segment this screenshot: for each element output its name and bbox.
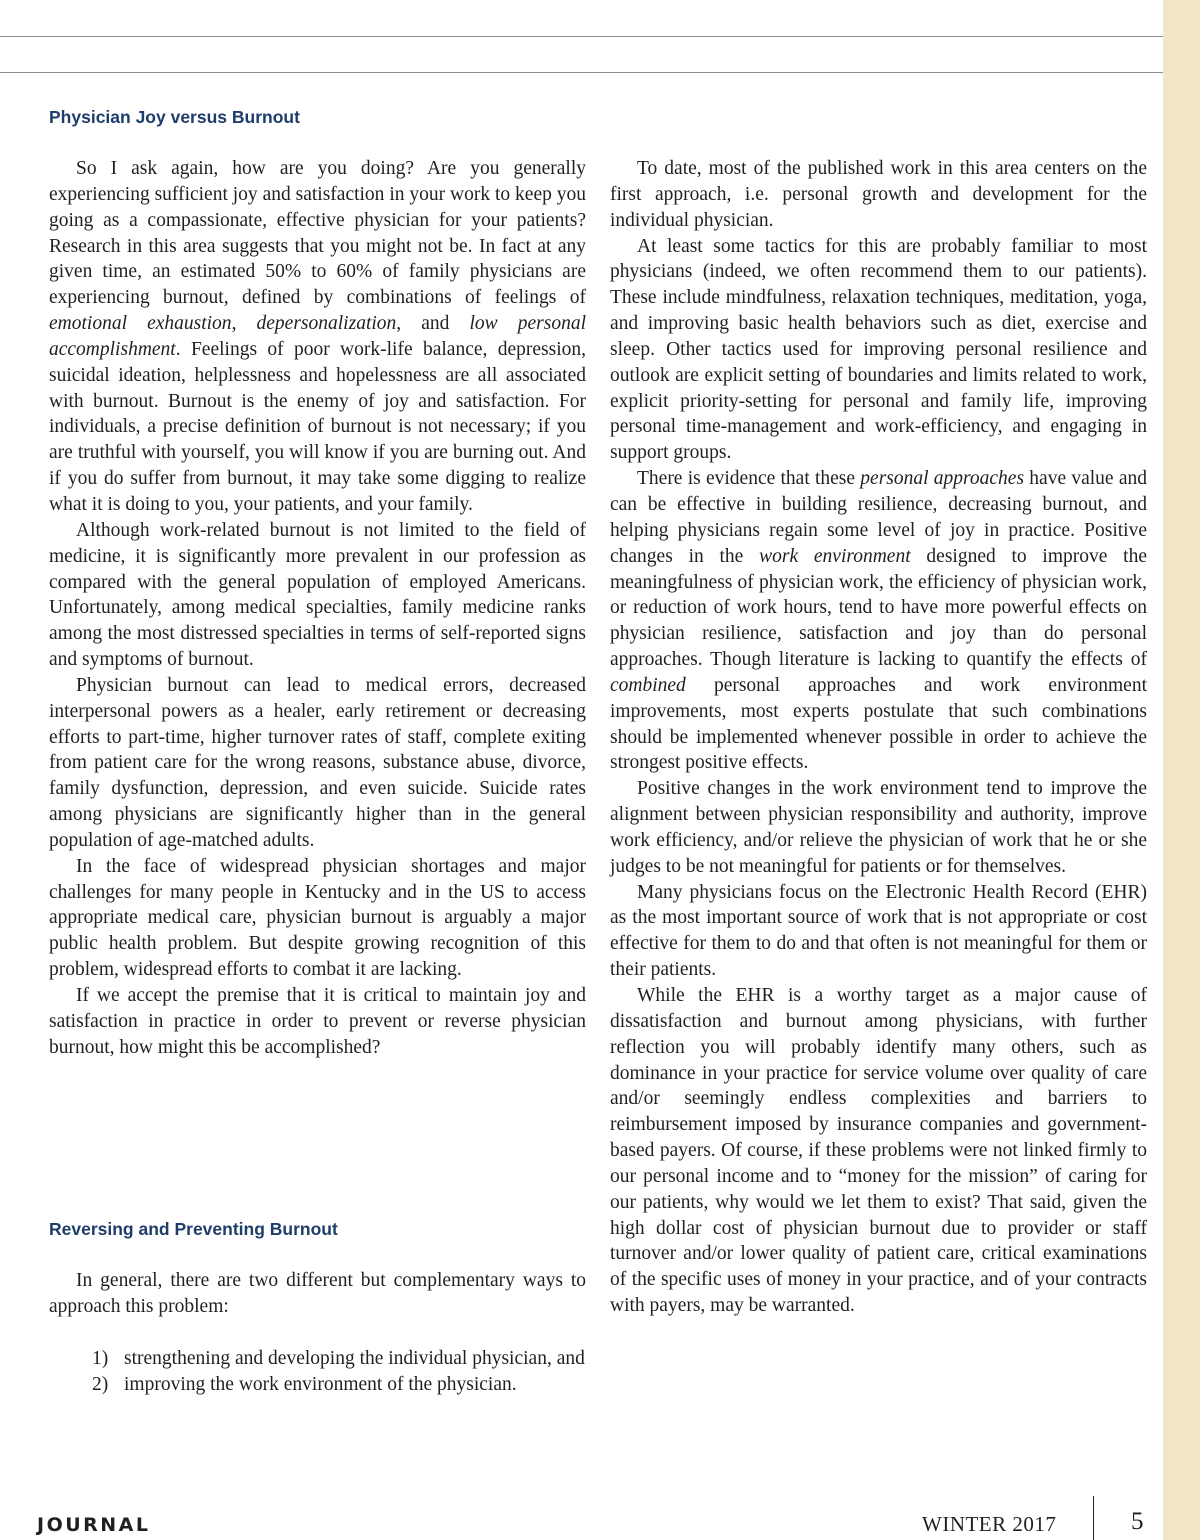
list-number: 1) (92, 1348, 109, 1369)
left-column-body (49, 156, 586, 1061)
paragraph-premise: If we accept the premise that it is critical to maintain joy and satisfaction in practice in order to prevent or reverse physician burnout, how might this be accomplished? (49, 985, 586, 1058)
italic-term: personal approaches (860, 468, 1025, 490)
list-item (49, 1372, 586, 1398)
list-item-text: improving the work environment of the physician. (124, 1373, 517, 1395)
text-run: , and (396, 313, 470, 335)
side-color-band (1163, 0, 1200, 1540)
list-item (49, 1346, 586, 1372)
italic-term: combined (610, 674, 686, 696)
section-heading-reversing-preventing: Reversing and Preventing Burnout (49, 1219, 338, 1239)
paragraph-consequences: Physician burnout can lead to medical errors, decreased interpersonal powers as a healer, early retirement or decreasing efforts to part-time, higher turnover rates of staff, complete exiting from patient care for the wrong reasons, substance abuse, divorce, family dysfunction, depression, and even suicide. Suicide rates among physicians are significantly higher than in the general population of age-matched adults. (49, 674, 586, 851)
paragraph-public-health: In the face of widespread physician shortages and major challenges for many people in Kentucky and in the US to access appropriate medical care, physician burnout is arguably a major public health problem. But despite growing recognition of this problem, widespread efforts to combat it are lacking. (49, 855, 586, 981)
text-run: So I ask again, how are you doing? Are you generally experiencing sufficient joy and satisfaction in your work to keep you going as a compassionate, effective physician for your patients? Research in this area suggests that you might not be. In fact at any given time, an estimated 50% to 60% of family physicians are experiencing burnout, defined by combinations of feelings of (49, 158, 586, 309)
approaches-list (49, 1346, 586, 1398)
text-run: personal approaches and work environment improvements, most experts postulate that such combinations should be implemented whenever possible in order to achieve the strongest positive effects. (610, 674, 1147, 774)
italic-term: emotional exhaustion (49, 313, 232, 335)
page-number: 5 (1131, 1508, 1144, 1535)
paragraph-tactics: At least some tactics for this are probably familiar to most physicians (indeed, we often recommend them to our patients). These include mindfulness, relaxation techniques, meditation, yoga, and improving basic health behaviors such as diet, exercise and sleep. Other tactics used for improving personal resilience and outlook are explicit setting of boundaries and limits related to work, explicit priority-setting for personal and family life, improving personal time-management and work-efficiency, and engaging in support groups. (610, 235, 1147, 464)
footer-issue-season: WINTER 2017 (922, 1512, 1057, 1536)
footer-journal-name: JOURNAL (37, 1514, 151, 1536)
header-rule-top (0, 36, 1163, 37)
text-run: . Feelings of poor work-life balance, depression, suicidal ideation, helplessness and hopelessness are all associated with burnout. Burnout is the enemy of joy and satisfaction. For individuals, a precise definition of burnout is not necessary; if you are truthful with yourself, you will know if you are burning out. And if you do suffer from burnout, it may take some digging to realize what it is doing to you, your patients, and your family. (49, 338, 586, 515)
italic-term: low personal accomplishment (49, 313, 586, 360)
text-run: There is evidence that these (637, 468, 861, 490)
paragraph-two-approaches: In general, there are two different but complementary ways to approach this problem: (49, 1270, 586, 1317)
header-rule-bottom (0, 72, 1163, 73)
paragraph-ehr-target: While the EHR is a worthy target as a major cause of dissatisfaction and burnout among physicians, with further reflection you will probably identify many others, such as dominance in your practice for service volume over quality of care and/or seemingly endless complexities and barriers to reimbursement imposed by insurance companies and government-based payers. Of course, if these problems were not linked firmly to our personal income and to “money for the mission” of caring for our patients, why would we let them to exist? That said, given the high dollar cost of physician burnout due to provider or staff turnover and/or lower quality of patient care, critical examinations of the specific uses of money in your practice, and of your contracts with payers, may be warranted. (610, 985, 1147, 1317)
italic-term: work environment (759, 545, 911, 567)
paragraph-ehr: Many physicians focus on the Electronic Health Record (EHR) as the most important source of work that is not appropriate or cost effective for them to do and that often is not meaningful for them or their patients. (610, 881, 1147, 981)
paragraph-evidence (610, 466, 1147, 776)
text-run: have value and can be effective in building resilience, decreasing burnout, and helping physicians regain some level of joy in practice. Positive changes in the (610, 468, 1147, 567)
paragraph-to-date: To date, most of the published work in this area centers on the first approach, i.e. personal growth and development for the individual physician. (610, 158, 1147, 231)
approaches-intro (49, 1268, 586, 1320)
paragraph-how-are-you-doing (49, 156, 586, 518)
text-run: designed to improve the meaningfulness of physician work, the efficiency of physician work, or reduction of work hours, tend to have more powerful effects on physician resilience, satisfaction and joy than do personal approaches. Though literature is lacking to quantify the effects of (610, 545, 1148, 671)
text-run: , (231, 313, 257, 335)
right-column-body (610, 156, 1147, 1319)
list-item-text: strengthening and developing the individual physician, and (124, 1348, 585, 1369)
list-number: 2) (92, 1373, 109, 1395)
paragraph-work-environment: Positive changes in the work environment tend to improve the alignment between physician responsibility and authority, improve work efficiency, and/or relieve the physician of work that he or she judges to be not meaningful for patients or for themselves. (610, 778, 1147, 877)
paragraph-prevalence: Although work-related burnout is not limited to the field of medicine, it is significantly more prevalent in our profession as compared with the general population of employed Americans. Unfortunately, among medical specialties, family medicine ranks among the most distressed specialties in terms of self-reported signs and symptoms of burnout. (49, 519, 586, 671)
footer-divider (1093, 1496, 1094, 1540)
section-heading-joy-vs-burnout: Physician Joy versus Burnout (49, 107, 300, 127)
italic-term: depersonalization (256, 313, 397, 335)
